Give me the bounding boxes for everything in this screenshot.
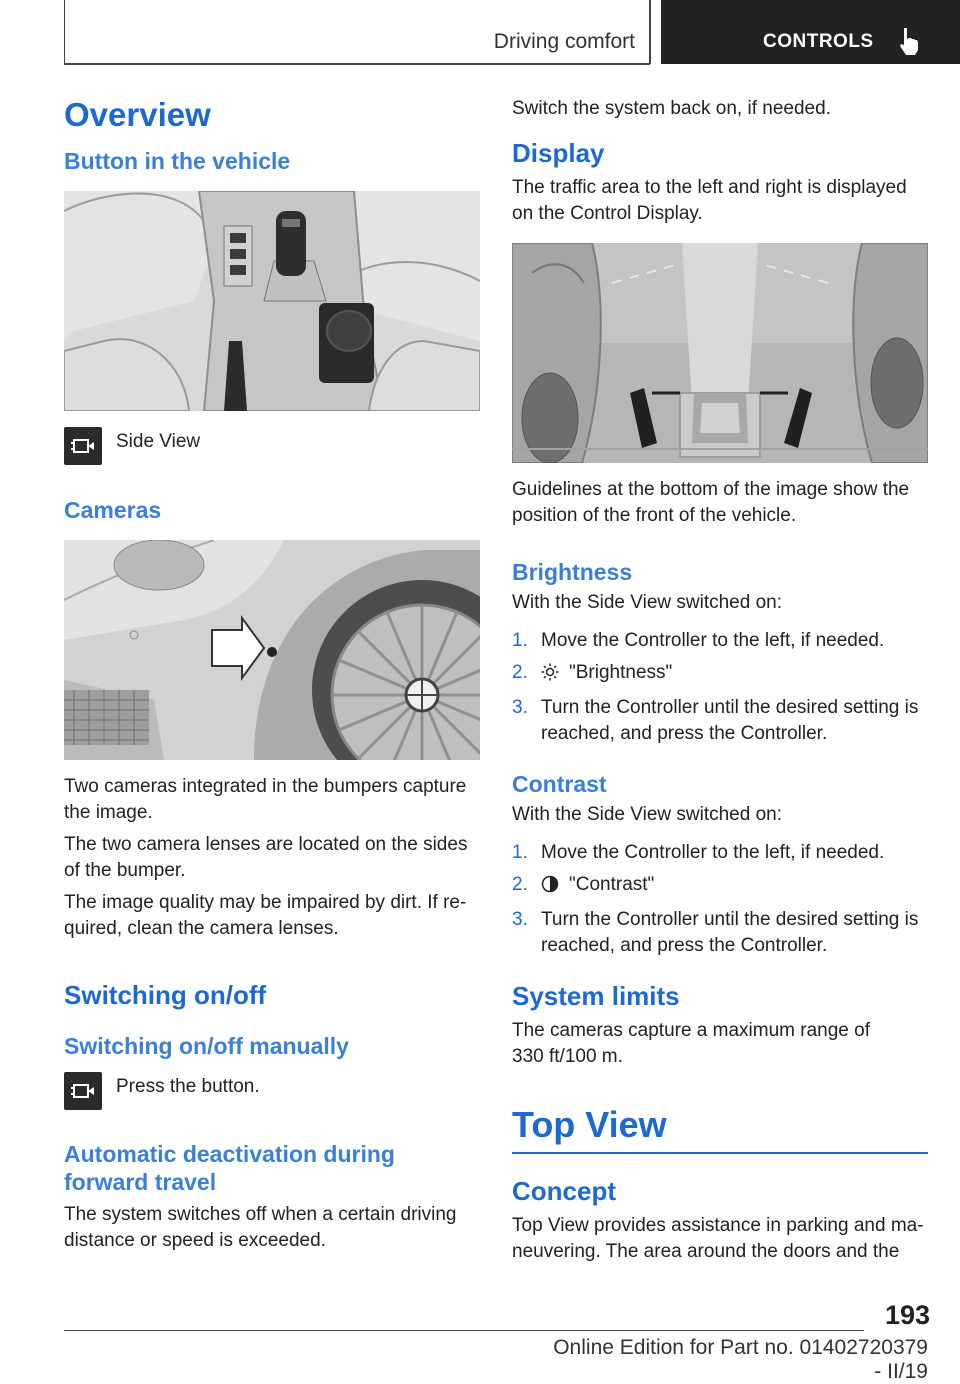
system-limits-text: The cameras capture a maximum range of 330 ft/100 m. — [512, 1020, 870, 1067]
overview-title: Overview — [64, 96, 211, 133]
header-left-rule — [64, 0, 65, 64]
header-bottom-rule — [64, 63, 650, 65]
cameras-text-3: The image quality may be impaired by dirt. If re-quired, clean the camera lenses. — [64, 892, 467, 939]
auto-deactivation-heading: Automatic deactivation during forward travel — [64, 1141, 395, 1195]
right-column — [512, 96, 928, 1265]
list-item: 3. Turn the Controller until the desired setting is reached, and press the Controller. — [512, 697, 919, 744]
concept-text: Top View provides assistance in parking and ma-neuvering. The area around the doors and the — [512, 1215, 924, 1262]
switching-heading: Switching on/off — [64, 980, 267, 1010]
brightness-steps — [512, 628, 928, 747]
cameras-text-1: Two cameras integrated in the bumpers capture the image. — [64, 776, 467, 823]
header-section-title: Driving comfort — [493, 30, 635, 53]
side-view-label: Side View — [116, 431, 201, 452]
header-chapter-tab[interactable] — [661, 0, 960, 64]
side-view-button-row — [64, 427, 480, 465]
left-column — [64, 96, 480, 1254]
header-chapter-label: CONTROLS — [763, 31, 874, 52]
button-heading: Button in the vehicle — [64, 148, 291, 174]
list-item: 1. Move the Controller to the left, if needed. — [512, 630, 885, 651]
contrast-steps — [512, 840, 928, 959]
control-display-image — [512, 243, 928, 463]
list-item: 2. "Brightness" — [512, 660, 928, 689]
side-view-camera-icon — [64, 427, 102, 465]
contrast-heading: Contrast — [512, 771, 607, 797]
bumper-camera-image — [64, 540, 480, 760]
display-text: The traffic area to the left and right is displayed on the Control Display. — [512, 177, 907, 224]
vehicle-console-image — [64, 191, 480, 411]
page-number: 193 — [884, 1300, 930, 1330]
cameras-heading: Cameras — [64, 497, 162, 523]
brightness-intro: With the Side View switched on: — [512, 592, 783, 613]
system-limits-heading: System limits — [512, 981, 680, 1011]
concept-heading: Concept — [512, 1176, 616, 1206]
side-view-camera-icon — [64, 1072, 102, 1110]
top-view-heading: Top View — [512, 1104, 667, 1145]
brightness-heading: Brightness — [512, 559, 633, 585]
footer-rule — [64, 1330, 864, 1331]
press-button-text: Press the button. — [116, 1076, 260, 1097]
cameras-text-2: The two camera lenses are located on the sides of the bumper. — [64, 834, 468, 881]
list-item: 1. Move the Controller to the left, if needed. — [512, 842, 885, 863]
edition-note: Online Edition for Part no. 01402720379 - II/19 — [553, 1336, 928, 1383]
list-item: 2. "Contrast" — [512, 872, 928, 901]
header-separator — [649, 0, 651, 64]
list-item: 3. Turn the Controller until the desired setting is reached, and press the Controller. — [512, 909, 919, 956]
guidelines-text: Guidelines at the bottom of the image show the position of the front of the vehicle. — [512, 479, 910, 526]
display-heading: Display — [512, 138, 605, 168]
contrast-icon — [541, 875, 559, 901]
contrast-intro: With the Side View switched on: — [512, 804, 783, 825]
auto-deactivation-text: The system switches off when a certain driving distance or speed is exceeded. — [64, 1204, 457, 1251]
hand-pointer-icon — [897, 26, 923, 61]
switch-back-text: Switch the system back on, if needed. — [512, 98, 831, 119]
press-button-row — [64, 1072, 480, 1110]
sun-icon — [541, 663, 559, 689]
switching-manual-heading: Switching on/off manually — [64, 1033, 349, 1059]
